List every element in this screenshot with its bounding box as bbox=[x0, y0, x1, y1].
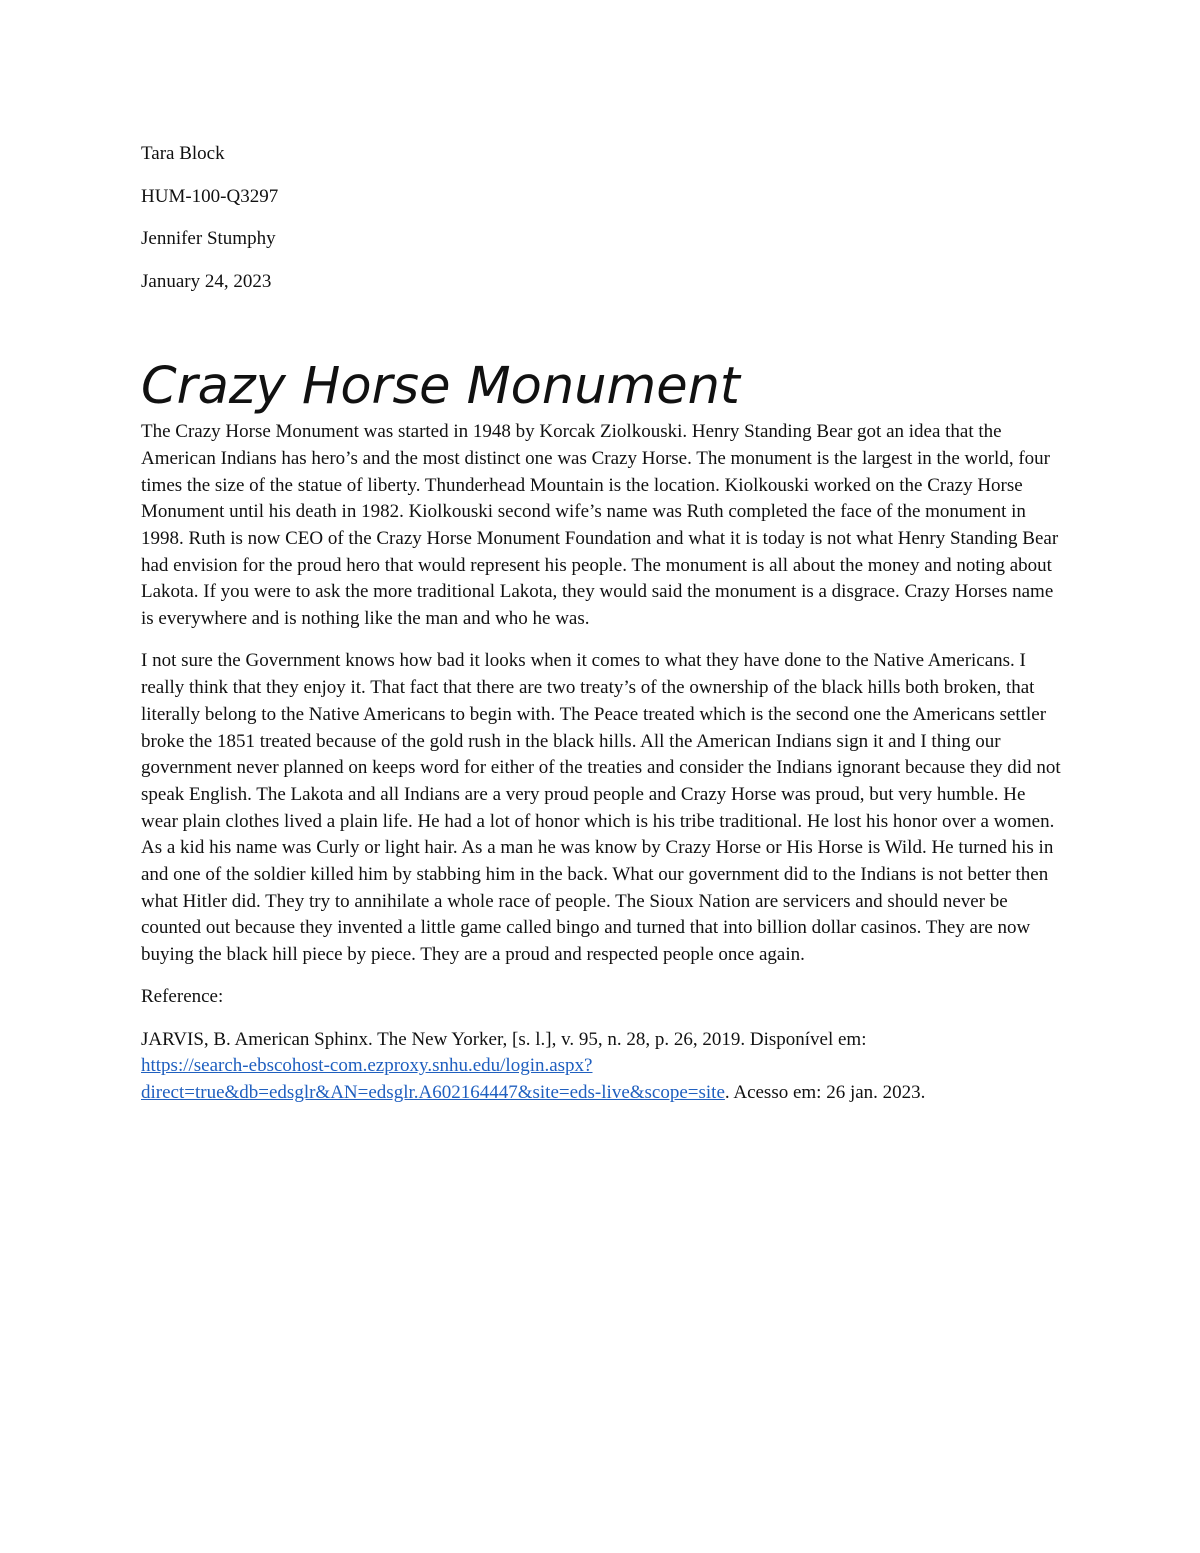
reference-citation: JARVIS, B. American Sphinx. The New Yorker, [s. l.], v. 95, n. 28, p. 26, 2019. Disponível em: bbox=[141, 1028, 867, 1050]
course-code: HUM-100-Q3297 bbox=[141, 185, 279, 207]
author-name: Tara Block bbox=[141, 143, 225, 164]
reference-accessed-date: . Acesso em: 26 jan. 2023. bbox=[724, 1082, 926, 1104]
document-title: Crazy Horse Monument bbox=[141, 357, 740, 417]
document-content bbox=[141, 141, 1061, 1107]
document-date: January 24, 2023 bbox=[141, 270, 272, 292]
reference-link-line-1[interactable]: https://search-ebscohost-com.ezproxy.snhu.edu/login.aspx? bbox=[141, 1055, 593, 1077]
body-paragraph-1: The Crazy Horse Monument was started in 1948 by Korcak Ziolkouski. Henry Standing Bear got an idea that the American Indians has hero’s and the most distinct one was Crazy Horse. The monument is the largest in the world, four times the size of the statue of liberty. Thunderhead Mountain is the location. Kiolkouski worked on the Crazy Horse Monument until his death in 1982. Kiolkouski second wife’s name was Ruth completed the face of the monument in 1998. Ruth is now CEO of the Crazy Horse Monument Foundation and what it is today is not what Henry Standing Bear had envision for the proud hero that would represent his people. The monument is all about the money and noting about Lakota. If you were to ask the more traditional Lakota, they would said the monument is a disgrace. Crazy Horses name is everywhere and is nothing like the man and who he was. bbox=[141, 421, 1059, 630]
reference-label: Reference: bbox=[141, 986, 224, 1008]
reference-link-line-2[interactable]: direct=true&db=edsglr&AN=edsglr.A602164447&site=eds-live&scope=site bbox=[141, 1082, 725, 1104]
body-paragraph-2: I not sure the Government knows how bad it looks when it comes to what they have done to the Native Americans. I really think that they enjoy it. That fact that there are two treaty’s of the ownership of the black hills both broken, that literally belong to the Native Americans to begin with. The Peace treated which is the second one the Americans settler broke the 1851 treated because of the gold rush in the black hills. All the American Indians sign it and I thing our government never planned on keeps word for either of the treaties and consider the Indians ignorant because they did not speak English. The Lakota and all Indians are a very proud people and Crazy Horse was proud, but very humble. He wear plain clothes lived a plain life. He had a lot of honor which is his tribe traditional. He lost his honor over a women. As a kid his name was Curly or light hair. As a man he was know by Crazy Horse or His Horse is Wild. He turned his in and one of the soldier killed him by stabbing him in the back. What our government did to the Indians is not better then what Hitler did. They try to annihilate a whole race of people. The Sioux Nation are servicers and should never be counted out because they invented a little game called bingo and turned that into billion dollar casinos. They are now buying the black hill piece by piece. They are a proud and respected people once again. bbox=[141, 650, 1061, 966]
instructor-name: Jennifer Stumphy bbox=[141, 228, 276, 249]
reference-entry bbox=[141, 1027, 1061, 1107]
